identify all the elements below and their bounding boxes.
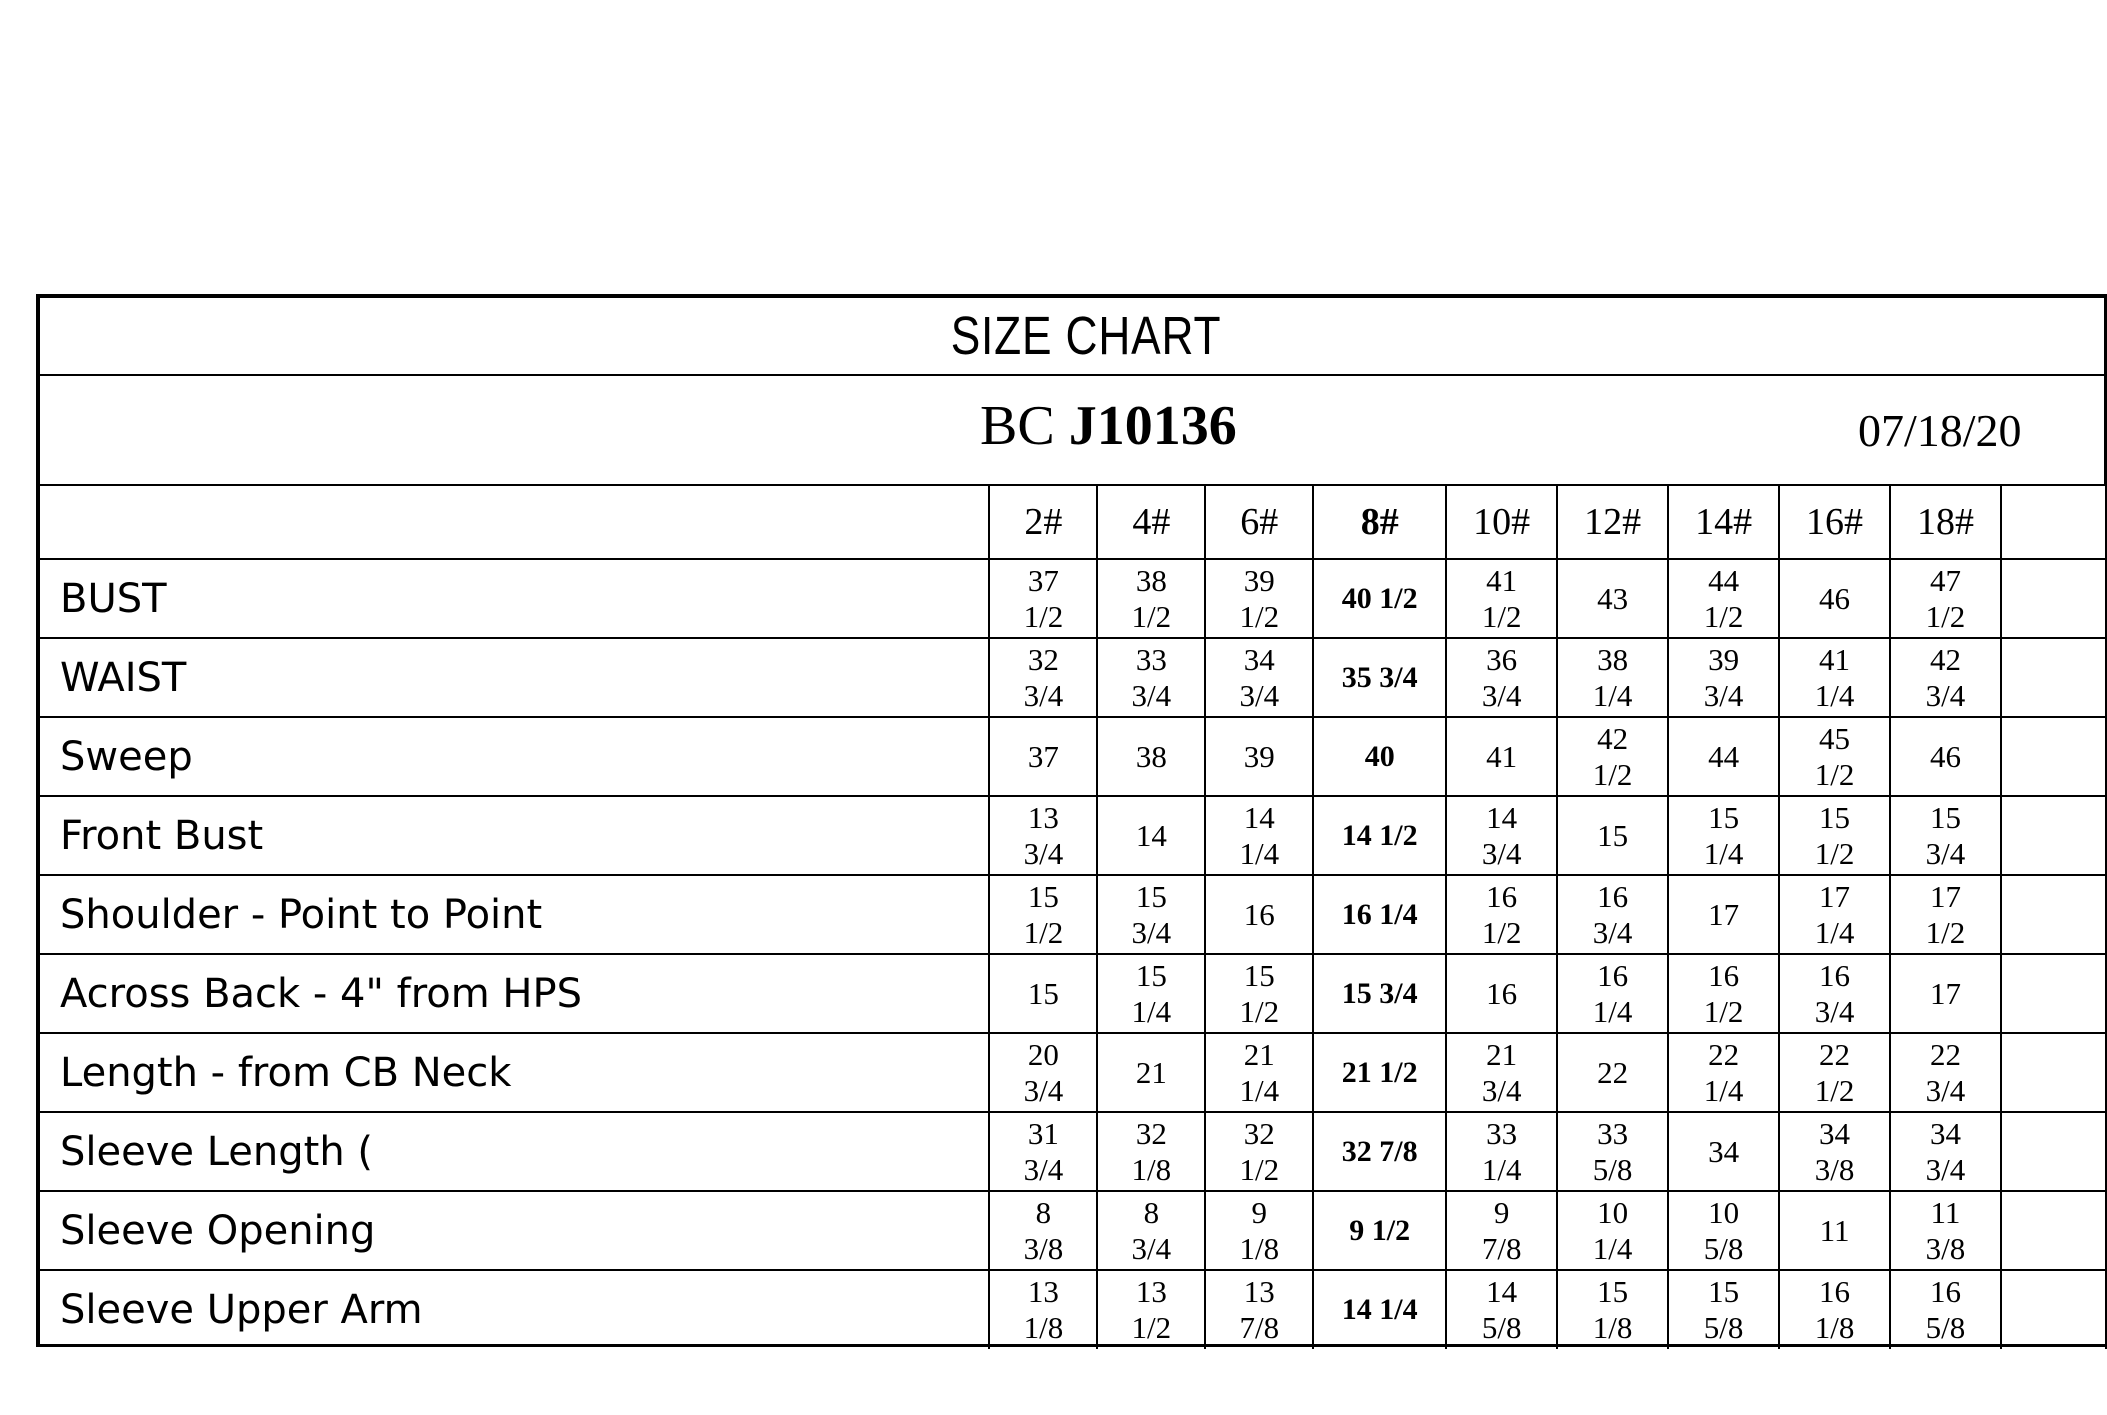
measurement-value: 16 bbox=[1597, 878, 1629, 914]
table-row bbox=[40, 1270, 2106, 1349]
measurement-value: 21 bbox=[1486, 1036, 1518, 1072]
measurement-value: 32 7/8 bbox=[1341, 1134, 1418, 1168]
size-header-cell: 2# bbox=[989, 486, 1097, 559]
measurement-value: 34 bbox=[1243, 641, 1275, 677]
measurement-value: 1/8 bbox=[1131, 1151, 1172, 1187]
row-end-cell bbox=[2001, 717, 2106, 796]
measurement-cell bbox=[1890, 1112, 2001, 1191]
measurement-value: 10 bbox=[1597, 1194, 1629, 1230]
measurement-value: 3/4 bbox=[1131, 914, 1172, 950]
measurement-value: 16 bbox=[1486, 878, 1518, 914]
row-end-cell bbox=[2001, 559, 2106, 638]
measurement-cell bbox=[989, 1270, 1097, 1349]
table-row bbox=[40, 1033, 2106, 1112]
measurement-value: 10 bbox=[1708, 1194, 1740, 1230]
measurement-value: 3/4 bbox=[1023, 677, 1064, 713]
measurement-value: 17 bbox=[1929, 975, 1961, 1011]
measurement-value: 33 bbox=[1135, 641, 1167, 677]
measurement-value: 15 bbox=[1708, 799, 1740, 835]
measurement-cell bbox=[1557, 1112, 1668, 1191]
size-header-cell: 14# bbox=[1668, 486, 1779, 559]
measurement-label: Sweep bbox=[40, 717, 989, 796]
measurement-value: 22 bbox=[1819, 1036, 1851, 1072]
measurement-cell bbox=[1313, 1033, 1446, 1112]
measurement-value: 13 bbox=[1243, 1274, 1275, 1309]
measurement-cell bbox=[1557, 559, 1668, 638]
measurement-cell bbox=[1668, 559, 1779, 638]
measurement-value: 3/4 bbox=[1023, 1072, 1064, 1108]
measurement-value: 1/4 bbox=[1239, 835, 1280, 871]
measurement-value: 31 bbox=[1027, 1115, 1059, 1151]
size-header-cell: 10# bbox=[1446, 486, 1557, 559]
measurement-value: 1/4 bbox=[1592, 677, 1633, 713]
measurement-value: 15 bbox=[1708, 1274, 1740, 1309]
measurement-cell bbox=[989, 1033, 1097, 1112]
measurement-value: 34 bbox=[1929, 1115, 1961, 1151]
measurement-cell bbox=[1668, 1191, 1779, 1270]
measurement-value: 41 bbox=[1486, 738, 1518, 774]
measurement-value: 3/4 bbox=[1703, 677, 1744, 713]
measurement-cell bbox=[1890, 638, 2001, 717]
measurement-value: 1/4 bbox=[1814, 914, 1855, 950]
measurement-value: 3/4 bbox=[1925, 677, 1966, 713]
measurement-value: 39 bbox=[1243, 562, 1275, 598]
measurement-label: Sleeve Opening bbox=[40, 1191, 989, 1270]
measurement-cell bbox=[1313, 796, 1446, 875]
measurement-cell bbox=[1313, 1112, 1446, 1191]
measurement-value: 8 bbox=[1035, 1194, 1052, 1230]
measurement-value: 21 bbox=[1243, 1036, 1275, 1072]
measurement-value: 3/4 bbox=[1925, 1072, 1966, 1108]
measurement-cell bbox=[1313, 638, 1446, 717]
row-end-cell bbox=[2001, 638, 2106, 717]
measurement-table bbox=[40, 486, 2107, 1349]
measurement-value: 16 bbox=[1486, 975, 1518, 1011]
measurement-cell bbox=[1097, 796, 1205, 875]
measurement-cell bbox=[1890, 717, 2001, 796]
measurement-value: 3/4 bbox=[1481, 1072, 1522, 1108]
measurement-value: 14 1/2 bbox=[1341, 818, 1418, 852]
measurement-value: 14 bbox=[1486, 1274, 1518, 1309]
measurement-cell bbox=[1097, 559, 1205, 638]
measurement-value: 44 bbox=[1708, 738, 1740, 774]
measurement-value: 16 bbox=[1819, 1274, 1851, 1309]
measurement-label: Across Back - 4" from HPS bbox=[40, 954, 989, 1033]
measurement-value: 14 bbox=[1486, 799, 1518, 835]
measurement-cell bbox=[989, 559, 1097, 638]
measurement-label: Length - from CB Neck bbox=[40, 1033, 989, 1112]
measurement-value: 32 bbox=[1243, 1115, 1275, 1151]
measurement-value: 3/4 bbox=[1023, 835, 1064, 871]
measurement-cell bbox=[1446, 1112, 1557, 1191]
measurement-value: 16 bbox=[1929, 1274, 1961, 1309]
measurement-cell bbox=[1097, 954, 1205, 1033]
measurement-value: 21 1/2 bbox=[1341, 1055, 1418, 1089]
measurement-cell bbox=[1890, 1191, 2001, 1270]
measurement-value: 3/4 bbox=[1481, 677, 1522, 713]
measurement-cell bbox=[1779, 717, 1890, 796]
measurement-value: 15 bbox=[1135, 957, 1167, 993]
measurement-cell bbox=[1205, 559, 1313, 638]
measurement-cell bbox=[1205, 875, 1313, 954]
measurement-value: 17 bbox=[1708, 896, 1740, 932]
measurement-cell bbox=[989, 717, 1097, 796]
measurement-value: 3/8 bbox=[1814, 1151, 1855, 1187]
measurement-label: BUST bbox=[40, 559, 989, 638]
measurement-value: 16 bbox=[1819, 957, 1851, 993]
size-header-cell: 18# bbox=[1890, 486, 2001, 559]
measurement-value: 1/4 bbox=[1592, 1230, 1633, 1266]
measurement-value: 1/8 bbox=[1814, 1310, 1855, 1345]
measurement-cell bbox=[1779, 796, 1890, 875]
measurement-value: 3/4 bbox=[1925, 1151, 1966, 1187]
measurement-cell bbox=[1557, 875, 1668, 954]
measurement-value: 35 3/4 bbox=[1341, 660, 1418, 694]
table-row bbox=[40, 638, 2106, 717]
title-row bbox=[40, 298, 2107, 376]
measurement-cell bbox=[1779, 1112, 1890, 1191]
measurement-value: 38 bbox=[1135, 562, 1167, 598]
measurement-cell bbox=[1446, 875, 1557, 954]
size-header-cell: 6# bbox=[1205, 486, 1313, 559]
measurement-cell bbox=[1668, 875, 1779, 954]
measurement-value: 3/4 bbox=[1131, 677, 1172, 713]
measurement-value: 1/2 bbox=[1925, 598, 1966, 634]
measurement-cell bbox=[989, 796, 1097, 875]
measurement-cell bbox=[1779, 1270, 1890, 1349]
measurement-value: 1/2 bbox=[1023, 598, 1064, 634]
table-row bbox=[40, 796, 2106, 875]
measurement-label: Front Bust bbox=[40, 796, 989, 875]
measurement-cell bbox=[1779, 875, 1890, 954]
measurement-label: WAIST bbox=[40, 638, 989, 717]
measurement-value: 9 bbox=[1493, 1194, 1510, 1230]
measurement-value: 5/8 bbox=[1481, 1310, 1522, 1345]
measurement-cell bbox=[1557, 796, 1668, 875]
measurement-value: 3/4 bbox=[1592, 914, 1633, 950]
measurement-value: 40 bbox=[1364, 739, 1395, 773]
style-code: J10136 bbox=[1068, 395, 1237, 457]
measurement-value: 15 bbox=[1597, 817, 1629, 853]
measurement-cell bbox=[989, 954, 1097, 1033]
measurement-value: 41 bbox=[1486, 562, 1518, 598]
measurement-cell bbox=[1446, 638, 1557, 717]
measurement-value: 5/8 bbox=[1925, 1310, 1966, 1345]
measurement-value: 1/2 bbox=[1925, 914, 1966, 950]
table-row bbox=[40, 875, 2106, 954]
measurement-cell bbox=[1205, 1191, 1313, 1270]
measurement-value: 1/2 bbox=[1814, 835, 1855, 871]
measurement-value: 3/4 bbox=[1925, 835, 1966, 871]
measurement-value: 22 bbox=[1597, 1054, 1629, 1090]
row-end-cell bbox=[2001, 1033, 2106, 1112]
measurement-value: 1/4 bbox=[1703, 835, 1744, 871]
measurement-cell bbox=[1205, 1033, 1313, 1112]
measurement-cell bbox=[1097, 1112, 1205, 1191]
measurement-value: 32 bbox=[1027, 641, 1059, 677]
measurement-cell bbox=[1205, 796, 1313, 875]
measurement-value: 1/2 bbox=[1131, 598, 1172, 634]
measurement-value: 15 bbox=[1929, 799, 1961, 835]
measurement-cell bbox=[1890, 1270, 2001, 1349]
measurement-cell bbox=[1779, 1191, 1890, 1270]
measurement-cell bbox=[1446, 1191, 1557, 1270]
measurement-value: 16 bbox=[1243, 896, 1275, 932]
measurement-value: 37 bbox=[1027, 738, 1059, 774]
measurement-cell bbox=[1205, 638, 1313, 717]
measurement-value: 40 1/2 bbox=[1341, 581, 1418, 615]
measurement-value: 1/2 bbox=[1023, 914, 1064, 950]
measurement-cell bbox=[1557, 1033, 1668, 1112]
measurement-cell bbox=[1890, 875, 2001, 954]
measurement-value: 1/2 bbox=[1703, 598, 1744, 634]
measurement-cell bbox=[1779, 954, 1890, 1033]
measurement-cell bbox=[989, 875, 1097, 954]
measurement-value: 13 bbox=[1027, 799, 1059, 835]
measurement-value: 1/8 bbox=[1023, 1310, 1064, 1345]
measurement-label: Shoulder - Point to Point bbox=[40, 875, 989, 954]
measurement-value: 37 bbox=[1027, 562, 1059, 598]
measurement-value: 39 bbox=[1243, 738, 1275, 774]
measurement-value: 15 bbox=[1135, 878, 1167, 914]
measurement-cell bbox=[1779, 559, 1890, 638]
measurement-value: 41 bbox=[1819, 641, 1851, 677]
measurement-cell bbox=[1779, 638, 1890, 717]
measurement-cell bbox=[1668, 638, 1779, 717]
measurement-value: 1/2 bbox=[1239, 1151, 1280, 1187]
measurement-cell bbox=[1668, 954, 1779, 1033]
measurement-value: 46 bbox=[1929, 738, 1961, 774]
measurement-value: 46 bbox=[1819, 580, 1851, 616]
measurement-value: 3/4 bbox=[1239, 677, 1280, 713]
measurement-value: 22 bbox=[1929, 1036, 1961, 1072]
measurement-cell bbox=[989, 1112, 1097, 1191]
measurement-cell bbox=[1313, 559, 1446, 638]
header-blank-cell bbox=[40, 486, 989, 559]
measurement-cell bbox=[1668, 717, 1779, 796]
style-prefix: BC bbox=[980, 395, 1055, 457]
measurement-cell bbox=[989, 638, 1097, 717]
measurement-value: 5/8 bbox=[1703, 1230, 1744, 1266]
measurement-cell bbox=[1668, 796, 1779, 875]
measurement-cell bbox=[1890, 954, 2001, 1033]
measurement-value: 3/4 bbox=[1131, 1230, 1172, 1266]
measurement-cell bbox=[1313, 1191, 1446, 1270]
measurement-cell bbox=[1205, 954, 1313, 1033]
measurement-value: 15 3/4 bbox=[1341, 976, 1418, 1010]
measurement-value: 44 bbox=[1708, 562, 1740, 598]
table-row bbox=[40, 1112, 2106, 1191]
measurement-value: 17 bbox=[1929, 878, 1961, 914]
row-end-cell bbox=[2001, 796, 2106, 875]
measurement-cell bbox=[1890, 559, 2001, 638]
measurement-cell bbox=[1668, 1270, 1779, 1349]
measurement-cell bbox=[1313, 875, 1446, 954]
measurement-value: 5/8 bbox=[1592, 1151, 1633, 1187]
measurement-value: 1/8 bbox=[1239, 1230, 1280, 1266]
measurement-cell bbox=[1097, 1033, 1205, 1112]
measurement-cell bbox=[1668, 1033, 1779, 1112]
measurement-cell bbox=[1557, 638, 1668, 717]
measurement-value: 15 bbox=[1597, 1274, 1629, 1309]
measurement-value: 1/2 bbox=[1239, 993, 1280, 1029]
measurement-cell bbox=[1890, 796, 2001, 875]
measurement-value: 15 bbox=[1027, 878, 1059, 914]
measurement-value: 14 bbox=[1243, 799, 1275, 835]
measurement-value: 1/8 bbox=[1592, 1310, 1633, 1345]
style-row bbox=[40, 376, 2107, 486]
measurement-label: Sleeve Upper Arm bbox=[40, 1270, 989, 1349]
measurement-value: 32 bbox=[1135, 1115, 1167, 1151]
measurement-cell bbox=[1668, 1112, 1779, 1191]
measurement-cell bbox=[1313, 717, 1446, 796]
measurement-value: 9 bbox=[1251, 1194, 1268, 1230]
measurement-value: 47 bbox=[1929, 562, 1961, 598]
measurement-cell bbox=[1779, 1033, 1890, 1112]
measurement-value: 1/2 bbox=[1814, 1072, 1855, 1108]
measurement-cell bbox=[1097, 717, 1205, 796]
measurement-cell bbox=[1097, 875, 1205, 954]
measurement-value: 33 bbox=[1597, 1115, 1629, 1151]
measurement-value: 22 bbox=[1708, 1036, 1740, 1072]
size-header-cell: 4# bbox=[1097, 486, 1205, 559]
measurement-cell bbox=[1557, 717, 1668, 796]
measurement-label: Sleeve Length ( bbox=[40, 1112, 989, 1191]
measurement-cell bbox=[1557, 1270, 1668, 1349]
measurement-cell bbox=[1205, 1112, 1313, 1191]
measurement-value: 17 bbox=[1819, 878, 1851, 914]
measurement-value: 7/8 bbox=[1239, 1310, 1280, 1345]
measurement-cell bbox=[989, 1191, 1097, 1270]
measurement-cell bbox=[1446, 1270, 1557, 1349]
measurement-value: 14 bbox=[1135, 817, 1167, 853]
measurement-cell bbox=[1205, 1270, 1313, 1349]
measurement-value: 38 bbox=[1135, 738, 1167, 774]
measurement-value: 9 1/2 bbox=[1349, 1213, 1411, 1247]
measurement-value: 16 1/4 bbox=[1341, 897, 1418, 931]
measurement-value: 1/2 bbox=[1703, 993, 1744, 1029]
measurement-value: 5/8 bbox=[1703, 1310, 1744, 1345]
row-end-cell bbox=[2001, 1270, 2106, 1349]
measurement-value: 1/4 bbox=[1131, 993, 1172, 1029]
chart-date: 07/18/20 bbox=[1858, 405, 2022, 456]
measurement-value: 21 bbox=[1135, 1054, 1167, 1090]
header-end-cell bbox=[2001, 486, 2106, 559]
measurement-value: 3/4 bbox=[1814, 993, 1855, 1029]
measurement-value: 3/8 bbox=[1023, 1230, 1064, 1266]
measurement-value: 36 bbox=[1486, 641, 1518, 677]
measurement-value: 1/4 bbox=[1481, 1151, 1522, 1187]
size-chart-sheet bbox=[36, 294, 2107, 1347]
row-end-cell bbox=[2001, 875, 2106, 954]
measurement-value: 16 bbox=[1708, 957, 1740, 993]
measurement-value: 16 bbox=[1597, 957, 1629, 993]
measurement-value: 1/2 bbox=[1592, 756, 1633, 792]
measurement-value: 1/2 bbox=[1239, 598, 1280, 634]
measurement-cell bbox=[1890, 1033, 2001, 1112]
style-number bbox=[980, 394, 1237, 458]
measurement-value: 34 bbox=[1819, 1115, 1851, 1151]
measurement-value: 43 bbox=[1597, 580, 1629, 616]
measurement-value: 15 bbox=[1027, 975, 1059, 1011]
measurement-value: 1/2 bbox=[1131, 1310, 1172, 1345]
measurement-cell bbox=[1313, 1270, 1446, 1349]
measurement-cell bbox=[1557, 1191, 1668, 1270]
measurement-cell bbox=[1313, 954, 1446, 1033]
table-row bbox=[40, 1191, 2106, 1270]
measurement-value: 39 bbox=[1708, 641, 1740, 677]
measurement-value: 20 bbox=[1027, 1036, 1059, 1072]
measurement-value: 1/2 bbox=[1481, 598, 1522, 634]
measurement-value: 13 bbox=[1135, 1274, 1167, 1309]
measurement-cell bbox=[1446, 717, 1557, 796]
measurement-cell bbox=[1446, 954, 1557, 1033]
chart-title: SIZE CHART bbox=[950, 306, 1222, 366]
row-end-cell bbox=[2001, 1112, 2106, 1191]
measurement-cell bbox=[1097, 638, 1205, 717]
measurement-value: 1/2 bbox=[1481, 914, 1522, 950]
size-header-cell: 12# bbox=[1557, 486, 1668, 559]
measurement-cell bbox=[1446, 559, 1557, 638]
measurement-value: 1/2 bbox=[1814, 756, 1855, 792]
measurement-value: 11 bbox=[1930, 1194, 1961, 1230]
measurement-cell bbox=[1446, 1033, 1557, 1112]
row-end-cell bbox=[2001, 954, 2106, 1033]
size-header-cell: 16# bbox=[1779, 486, 1890, 559]
table-row bbox=[40, 954, 2106, 1033]
measurement-value: 3/4 bbox=[1481, 835, 1522, 871]
measurement-value: 1/4 bbox=[1814, 677, 1855, 713]
measurement-value: 1/4 bbox=[1703, 1072, 1744, 1108]
measurement-value: 14 1/4 bbox=[1341, 1293, 1418, 1326]
measurement-cell bbox=[1205, 717, 1313, 796]
row-end-cell bbox=[2001, 1191, 2106, 1270]
measurement-cell bbox=[1446, 796, 1557, 875]
measurement-value: 3/4 bbox=[1023, 1151, 1064, 1187]
measurement-cell bbox=[1097, 1191, 1205, 1270]
measurement-value: 38 bbox=[1597, 641, 1629, 677]
size-header-row bbox=[40, 486, 2106, 559]
measurement-value: 15 bbox=[1819, 799, 1851, 835]
measurement-value: 15 bbox=[1243, 957, 1275, 993]
measurement-value: 42 bbox=[1597, 720, 1629, 756]
measurement-value: 33 bbox=[1486, 1115, 1518, 1151]
measurement-value: 1/4 bbox=[1239, 1072, 1280, 1108]
measurement-value: 34 bbox=[1708, 1133, 1740, 1169]
size-header-cell: 8# bbox=[1313, 486, 1446, 559]
table-row bbox=[40, 559, 2106, 638]
measurement-value: 3/8 bbox=[1925, 1230, 1966, 1266]
measurement-value: 42 bbox=[1929, 641, 1961, 677]
measurement-value: 1/4 bbox=[1592, 993, 1633, 1029]
table-row bbox=[40, 717, 2106, 796]
measurement-cell bbox=[1557, 954, 1668, 1033]
measurement-value: 8 bbox=[1143, 1194, 1160, 1230]
measurement-value: 7/8 bbox=[1481, 1230, 1522, 1266]
measurement-value: 13 bbox=[1027, 1274, 1059, 1309]
measurement-value: 45 bbox=[1819, 720, 1851, 756]
measurement-value: 11 bbox=[1819, 1212, 1850, 1248]
measurement-cell bbox=[1097, 1270, 1205, 1349]
